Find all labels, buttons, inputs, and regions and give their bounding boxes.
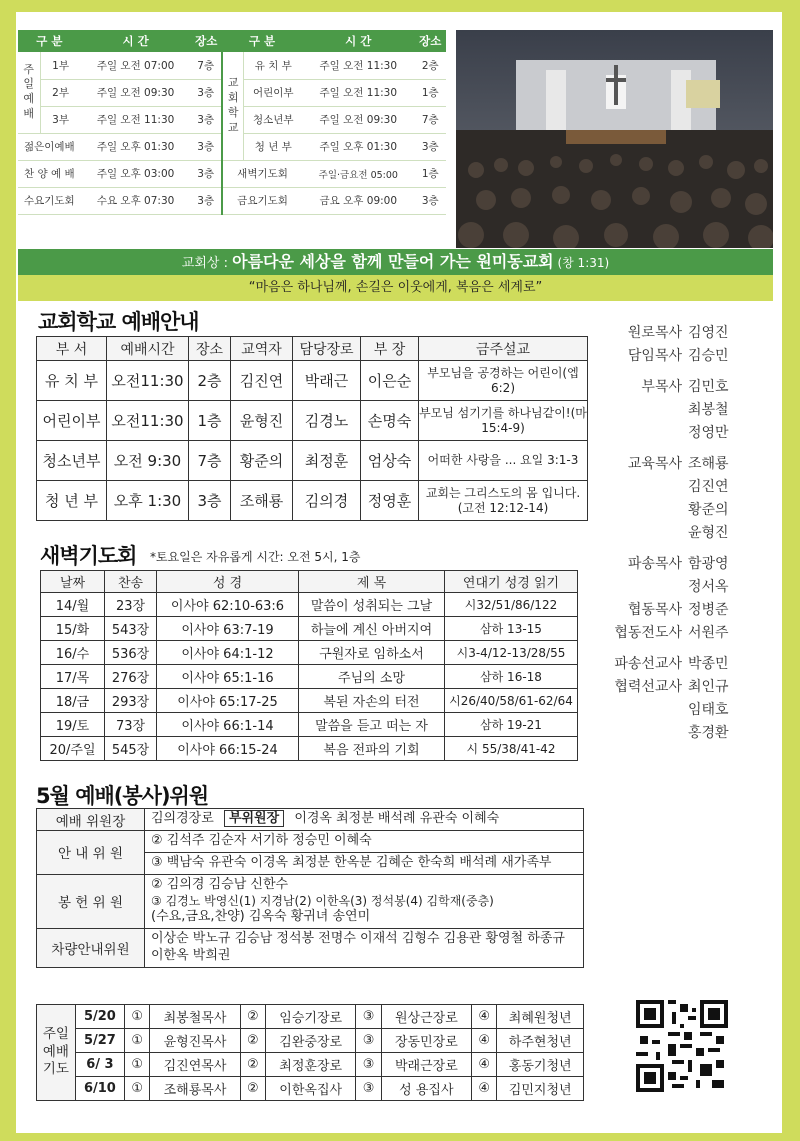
service-name: 청소년부 — [244, 106, 302, 133]
prayer-leader: 최봉철목사 — [150, 1005, 240, 1029]
dawn-prayer-note: *토요일은 자유롭게 시간: 오전 5시, 1층 — [150, 550, 361, 564]
scripture: 이사야 66:15-24 — [157, 737, 299, 761]
service-time: 주일 오전 11:30 — [81, 106, 191, 133]
scripture: 이사야 65:17-25 — [157, 689, 299, 713]
staff-name: 조해룡 — [688, 456, 729, 472]
staff-row — [600, 676, 760, 699]
dawn-header-row — [41, 571, 578, 593]
prayer-order: ④ — [472, 1077, 497, 1101]
prayer-order: ④ — [472, 1029, 497, 1053]
col-head: 부 장 — [361, 337, 419, 361]
staff-name: 황준의 — [688, 502, 729, 518]
dawn-prayer-table — [40, 570, 578, 761]
prayer-leader: 최정훈장로 — [266, 1053, 356, 1077]
duty-committee-table — [36, 808, 584, 968]
head: 이은순 — [361, 361, 419, 401]
department: 유 치 부 — [37, 361, 107, 401]
staff-name: 김영진 — [688, 325, 729, 341]
staff-name: 정병준 — [688, 602, 729, 618]
hymn: 293장 — [105, 689, 157, 713]
prayer-order: ① — [125, 1005, 150, 1029]
title: 복된 자손의 터전 — [299, 689, 445, 713]
vice-label: 부위원장 — [224, 810, 284, 827]
staff-row — [600, 399, 760, 422]
header-division: 구 분 — [18, 30, 81, 52]
service-place: 3층 — [190, 160, 221, 187]
service-place: 2층 — [414, 52, 446, 79]
date: 20/주일 — [41, 737, 105, 761]
department: 청 년 부 — [37, 481, 107, 521]
service-time: 금요 오후 09:00 — [302, 187, 414, 214]
col-sermon: 금주설교 — [419, 337, 588, 361]
sunday-service-label: 주일예배 — [18, 52, 40, 133]
header-division-2: 구 분 — [222, 30, 302, 52]
staff-row — [600, 322, 760, 345]
duty-committee-title: 5월 예배(봉사)위원 — [36, 784, 209, 808]
staff-name: 임태호 — [688, 702, 729, 718]
offering-weekday: (수요,금요,찬양) 김옥숙 황귀녀 송연미 — [151, 909, 371, 925]
hymn: 276장 — [105, 665, 157, 689]
prayer-leader: 김민지청년 — [497, 1077, 584, 1101]
school-row — [37, 401, 588, 441]
head: 손명숙 — [361, 401, 419, 441]
header-time: 시 간 — [81, 30, 191, 52]
service-place: 3층 — [414, 187, 446, 214]
service-name: 수요기도회 — [18, 187, 81, 214]
prayer-order: ② — [240, 1053, 265, 1077]
staff-name: 김민호 — [688, 379, 729, 395]
offering-floor2: ② 김의경 김승남 신한수 — [151, 876, 289, 892]
prayer-order: ③ — [356, 1077, 381, 1101]
dawn-row — [41, 713, 578, 737]
service-place: 3층 — [190, 106, 221, 133]
hymn: 545장 — [105, 737, 157, 761]
reading: 시32/51/86/122 — [445, 593, 578, 617]
prayer-leader: 성 용집사 — [381, 1077, 471, 1101]
prayer-table — [36, 1004, 584, 1101]
date: 18/금 — [41, 689, 105, 713]
worship-row — [18, 187, 446, 214]
service-time: 주일 오후 03:00 — [81, 160, 191, 187]
service-name: 어린이부 — [244, 79, 302, 106]
staff-title — [600, 699, 688, 722]
col-date: 날짜 — [41, 571, 105, 593]
prayer-leader: 하주현청년 — [497, 1029, 584, 1053]
offering-floor3: ③ 김경노 박영신(1) 지경남(2) 이한옥(3) 정석봉(4) 김학재(중층) — [151, 893, 494, 908]
staff-name: 홍경환 — [688, 725, 729, 741]
prayer-order: ③ — [356, 1029, 381, 1053]
time: 오전11:30 — [107, 361, 189, 401]
staff-title: 부목사 — [641, 379, 682, 395]
chief-name: 김의경장로 — [151, 811, 214, 827]
col-hymn: 찬송 — [105, 571, 157, 593]
hymn: 23장 — [105, 593, 157, 617]
col-reading: 연대기 성경 읽기 — [445, 571, 578, 593]
staff-name: 정서옥 — [688, 579, 729, 595]
header-place-2: 장소 — [414, 30, 446, 52]
motto-text: 아름다운 세상을 함께 만들어 가는 원미동교회 — [232, 252, 554, 271]
title: 말씀을 듣고 떠는 자 — [299, 713, 445, 737]
staff-row — [600, 376, 760, 399]
dawn-row — [41, 617, 578, 641]
service-time: 주일 오전 09:30 — [302, 106, 414, 133]
sermon: 어떠한 사랑을 ... 요일 3:1-3 — [419, 441, 588, 481]
staff-name: 김승민 — [688, 348, 729, 364]
church-school-label: 교회학교 — [222, 52, 244, 160]
scripture: 이사야 63:7-19 — [157, 617, 299, 641]
prayer-date: 5/20 — [75, 1005, 124, 1029]
prayer-order: ② — [240, 1077, 265, 1101]
col-place: 장소 — [189, 337, 231, 361]
prayer-order: ① — [125, 1077, 150, 1101]
reading: 시3-4/12-13/28/55 — [445, 641, 578, 665]
motto-prefix: 교회상 : — [181, 256, 233, 271]
reading: 삼하 19-21 — [445, 713, 578, 737]
car-guide-names: 이상순 박노규 김승남 정석봉 전명수 이재석 김형수 김용관 황영철 하종규 이한옥 박희권 — [145, 929, 584, 968]
service-place: 1층 — [414, 160, 446, 187]
worship-row — [18, 160, 446, 187]
service-name: 찬 양 예 배 — [18, 160, 81, 187]
title: 복음 전파의 기회 — [299, 737, 445, 761]
title: 구원자로 임하소서 — [299, 641, 445, 665]
offering-row — [37, 874, 584, 928]
prayer-row — [37, 1053, 584, 1077]
staff-name: 김진연 — [688, 479, 729, 495]
worship-row — [18, 52, 446, 79]
reading: 시 55/38/41-42 — [445, 737, 578, 761]
time: 오후 1:30 — [107, 481, 189, 521]
elder: 김의경 — [293, 481, 361, 521]
prayer-leader: 박래근장로 — [381, 1053, 471, 1077]
staff-row — [600, 499, 760, 522]
scripture: 이사야 62:10-63:6 — [157, 593, 299, 617]
prayer-label: 주일 예배 기도 — [37, 1005, 76, 1101]
service-time: 주일 오전 11:30 — [302, 52, 414, 79]
dawn-row — [41, 737, 578, 761]
staff-title — [600, 576, 688, 599]
prayer-order: ① — [125, 1029, 150, 1053]
prayer-order: ② — [240, 1005, 265, 1029]
church-school-title: 교회학교 예배안내 — [38, 310, 199, 334]
hymn: 536장 — [105, 641, 157, 665]
school-row — [37, 441, 588, 481]
staff-row — [600, 453, 760, 476]
staff-title — [600, 399, 688, 422]
service-name: 젊은이예배 — [18, 133, 81, 160]
col-elder: 담당장로 — [293, 337, 361, 361]
staff-row — [600, 522, 760, 545]
prayer-order: ① — [125, 1053, 150, 1077]
church-motto-banner — [18, 249, 773, 275]
department: 어린이부 — [37, 401, 107, 441]
scripture: 이사야 65:1-16 — [157, 665, 299, 689]
date: 15/화 — [41, 617, 105, 641]
staff-title: 교육목사 — [627, 456, 682, 472]
time: 오전 9:30 — [107, 441, 189, 481]
staff-name: 최봉철 — [688, 402, 729, 418]
prayer-leader: 장동민장로 — [381, 1029, 471, 1053]
service-place: 3층 — [190, 79, 221, 106]
service-name: 청 년 부 — [244, 133, 302, 160]
staff-row — [600, 722, 760, 745]
staff-name: 박종민 — [688, 656, 729, 672]
prayer-order: ③ — [356, 1005, 381, 1029]
sermon: 부모님을 공경하는 어린이(엡6:2) — [419, 361, 588, 401]
service-time: 주일·금요전 05:00 — [302, 160, 414, 187]
staff-row — [600, 476, 760, 499]
hymn: 543장 — [105, 617, 157, 641]
vice-names: 이경옥 최정분 배석례 유관숙 이혜숙 — [294, 811, 500, 827]
title: 하늘에 계신 아버지여 — [299, 617, 445, 641]
service-place: 7층 — [190, 52, 221, 79]
service-name: 유 치 부 — [244, 52, 302, 79]
chief-cell — [145, 809, 584, 831]
title: 말씀이 성취되는 그날 — [299, 593, 445, 617]
offering-cell — [145, 874, 584, 928]
staff-name: 서원주 — [688, 625, 729, 641]
guide-floor2: ② 김석주 김순자 서기하 정승민 이혜숙 — [145, 831, 584, 853]
service-place: 3층 — [414, 133, 446, 160]
scripture: 이사야 66:1-14 — [157, 713, 299, 737]
staff-row — [600, 622, 760, 645]
staff-title: 협력선교사 — [614, 679, 682, 695]
scripture: 이사야 64:1-12 — [157, 641, 299, 665]
place: 3층 — [189, 481, 231, 521]
header-time-2: 시 간 — [302, 30, 414, 52]
prayer-row — [37, 1029, 584, 1053]
chief-label: 예배 위원장 — [37, 809, 145, 831]
dawn-row — [41, 593, 578, 617]
guide-row — [37, 831, 584, 853]
sermon: 교회는 그리스도의 몸 입니다.(고전 12:12-14) — [419, 481, 588, 521]
hymn: 73장 — [105, 713, 157, 737]
sermon: 부모님 섬기기를 하나님같이!(마 15:4-9) — [419, 401, 588, 441]
prayer-leader: 원상근장로 — [381, 1005, 471, 1029]
car-guide-row — [37, 929, 584, 968]
staff-title — [600, 722, 688, 745]
church-school-table — [36, 336, 588, 521]
guide-label: 안 내 위 원 — [37, 831, 145, 875]
vision-quote: “마음은 하나님께, 손길은 이웃에게, 복음은 세계로” — [18, 275, 773, 301]
service-time: 주일 오후 01:30 — [302, 133, 414, 160]
staff-list — [600, 322, 760, 745]
prayer-date: 6/10 — [75, 1077, 124, 1101]
guide-floor3: ③ 백남숙 유관숙 이경옥 최정분 한옥분 김혜순 한숙희 배석례 새가족부 — [145, 852, 584, 874]
offering-label: 봉 헌 위 원 — [37, 874, 145, 928]
staff-title: 협동목사 — [627, 602, 682, 618]
minister: 윤형진 — [231, 401, 293, 441]
prayer-leader: 임승기장로 — [266, 1005, 356, 1029]
elder: 박래근 — [293, 361, 361, 401]
col-department: 부 서 — [37, 337, 107, 361]
reading: 삼하 16-18 — [445, 665, 578, 689]
school-row — [37, 481, 588, 521]
prayer-date: 6/ 3 — [75, 1053, 124, 1077]
title: 주님의 소망 — [299, 665, 445, 689]
staff-title: 파송목사 — [627, 556, 682, 572]
prayer-order: ② — [240, 1029, 265, 1053]
worship-header-row — [18, 30, 446, 52]
service-place: 3층 — [190, 187, 221, 214]
chief-row — [37, 809, 584, 831]
prayer-leader: 조해룡목사 — [150, 1077, 240, 1101]
staff-row — [600, 653, 760, 676]
service-name: 금요기도회 — [222, 187, 302, 214]
car-guide-label: 차량안내위원 — [37, 929, 145, 968]
staff-title: 협동전도사 — [614, 625, 682, 641]
staff-name: 정영만 — [688, 425, 729, 441]
staff-title — [600, 476, 688, 499]
col-scripture: 성 경 — [157, 571, 299, 593]
dawn-row — [41, 665, 578, 689]
service-time: 주일 오전 11:30 — [302, 79, 414, 106]
staff-title: 원로목사 — [627, 325, 682, 341]
qr-code — [636, 1000, 728, 1092]
service-name: 3부 — [40, 106, 81, 133]
service-name: 2부 — [40, 79, 81, 106]
staff-row — [600, 576, 760, 599]
service-name: 1부 — [40, 52, 81, 79]
date: 17/목 — [41, 665, 105, 689]
header-place: 장소 — [190, 30, 221, 52]
service-time: 수요 오후 07:30 — [81, 187, 191, 214]
service-place: 7층 — [414, 106, 446, 133]
dawn-row — [41, 641, 578, 665]
service-place: 3층 — [190, 133, 221, 160]
col-title: 제 목 — [299, 571, 445, 593]
staff-row — [600, 699, 760, 722]
worship-schedule-table — [18, 30, 446, 215]
motto-reference: (창 1:31) — [553, 256, 610, 270]
prayer-leader: 윤형진목사 — [150, 1029, 240, 1053]
head: 엄상숙 — [361, 441, 419, 481]
service-time: 주일 오전 09:30 — [81, 79, 191, 106]
prayer-order: ④ — [472, 1053, 497, 1077]
staff-row — [600, 553, 760, 576]
minister: 황준의 — [231, 441, 293, 481]
minister: 김진연 — [231, 361, 293, 401]
staff-name: 최인규 — [688, 679, 729, 695]
staff-title — [600, 422, 688, 445]
reading: 시26/40/58/61-62/64 — [445, 689, 578, 713]
staff-row — [600, 599, 760, 622]
staff-row — [600, 422, 760, 445]
school-header-row — [37, 337, 588, 361]
col-time: 예배시간 — [107, 337, 189, 361]
minister: 조해룡 — [231, 481, 293, 521]
place: 7층 — [189, 441, 231, 481]
staff-name: 함광영 — [688, 556, 729, 572]
place: 1층 — [189, 401, 231, 441]
staff-title: 파송선교사 — [614, 656, 682, 672]
staff-title: 담임목사 — [627, 348, 682, 364]
service-place: 1층 — [414, 79, 446, 106]
time: 오전11:30 — [107, 401, 189, 441]
prayer-leader: 이한옥집사 — [266, 1077, 356, 1101]
staff-row — [600, 345, 760, 368]
elder: 최정훈 — [293, 441, 361, 481]
elder: 김경노 — [293, 401, 361, 441]
prayer-leader: 홍동기청년 — [497, 1053, 584, 1077]
date: 19/토 — [41, 713, 105, 737]
place: 2층 — [189, 361, 231, 401]
prayer-leader: 김완중장로 — [266, 1029, 356, 1053]
service-time: 주일 오후 01:30 — [81, 133, 191, 160]
prayer-order: ④ — [472, 1005, 497, 1029]
dawn-row — [41, 689, 578, 713]
staff-title — [600, 499, 688, 522]
date: 16/수 — [41, 641, 105, 665]
col-minister: 교역자 — [231, 337, 293, 361]
sanctuary-photo — [456, 30, 773, 248]
reading: 삼하 13-15 — [445, 617, 578, 641]
service-name: 새벽기도회 — [222, 160, 302, 187]
head: 정영훈 — [361, 481, 419, 521]
prayer-leader: 최혜원청년 — [497, 1005, 584, 1029]
school-row — [37, 361, 588, 401]
prayer-leader: 김진연목사 — [150, 1053, 240, 1077]
prayer-row — [37, 1005, 584, 1029]
date: 14/월 — [41, 593, 105, 617]
staff-name: 윤형진 — [688, 525, 729, 541]
department: 청소년부 — [37, 441, 107, 481]
staff-title — [600, 522, 688, 545]
dawn-prayer-title: 새벽기도회 — [40, 544, 137, 568]
prayer-date: 5/27 — [75, 1029, 124, 1053]
prayer-order: ③ — [356, 1053, 381, 1077]
prayer-row — [37, 1077, 584, 1101]
service-time: 주일 오전 07:00 — [81, 52, 191, 79]
